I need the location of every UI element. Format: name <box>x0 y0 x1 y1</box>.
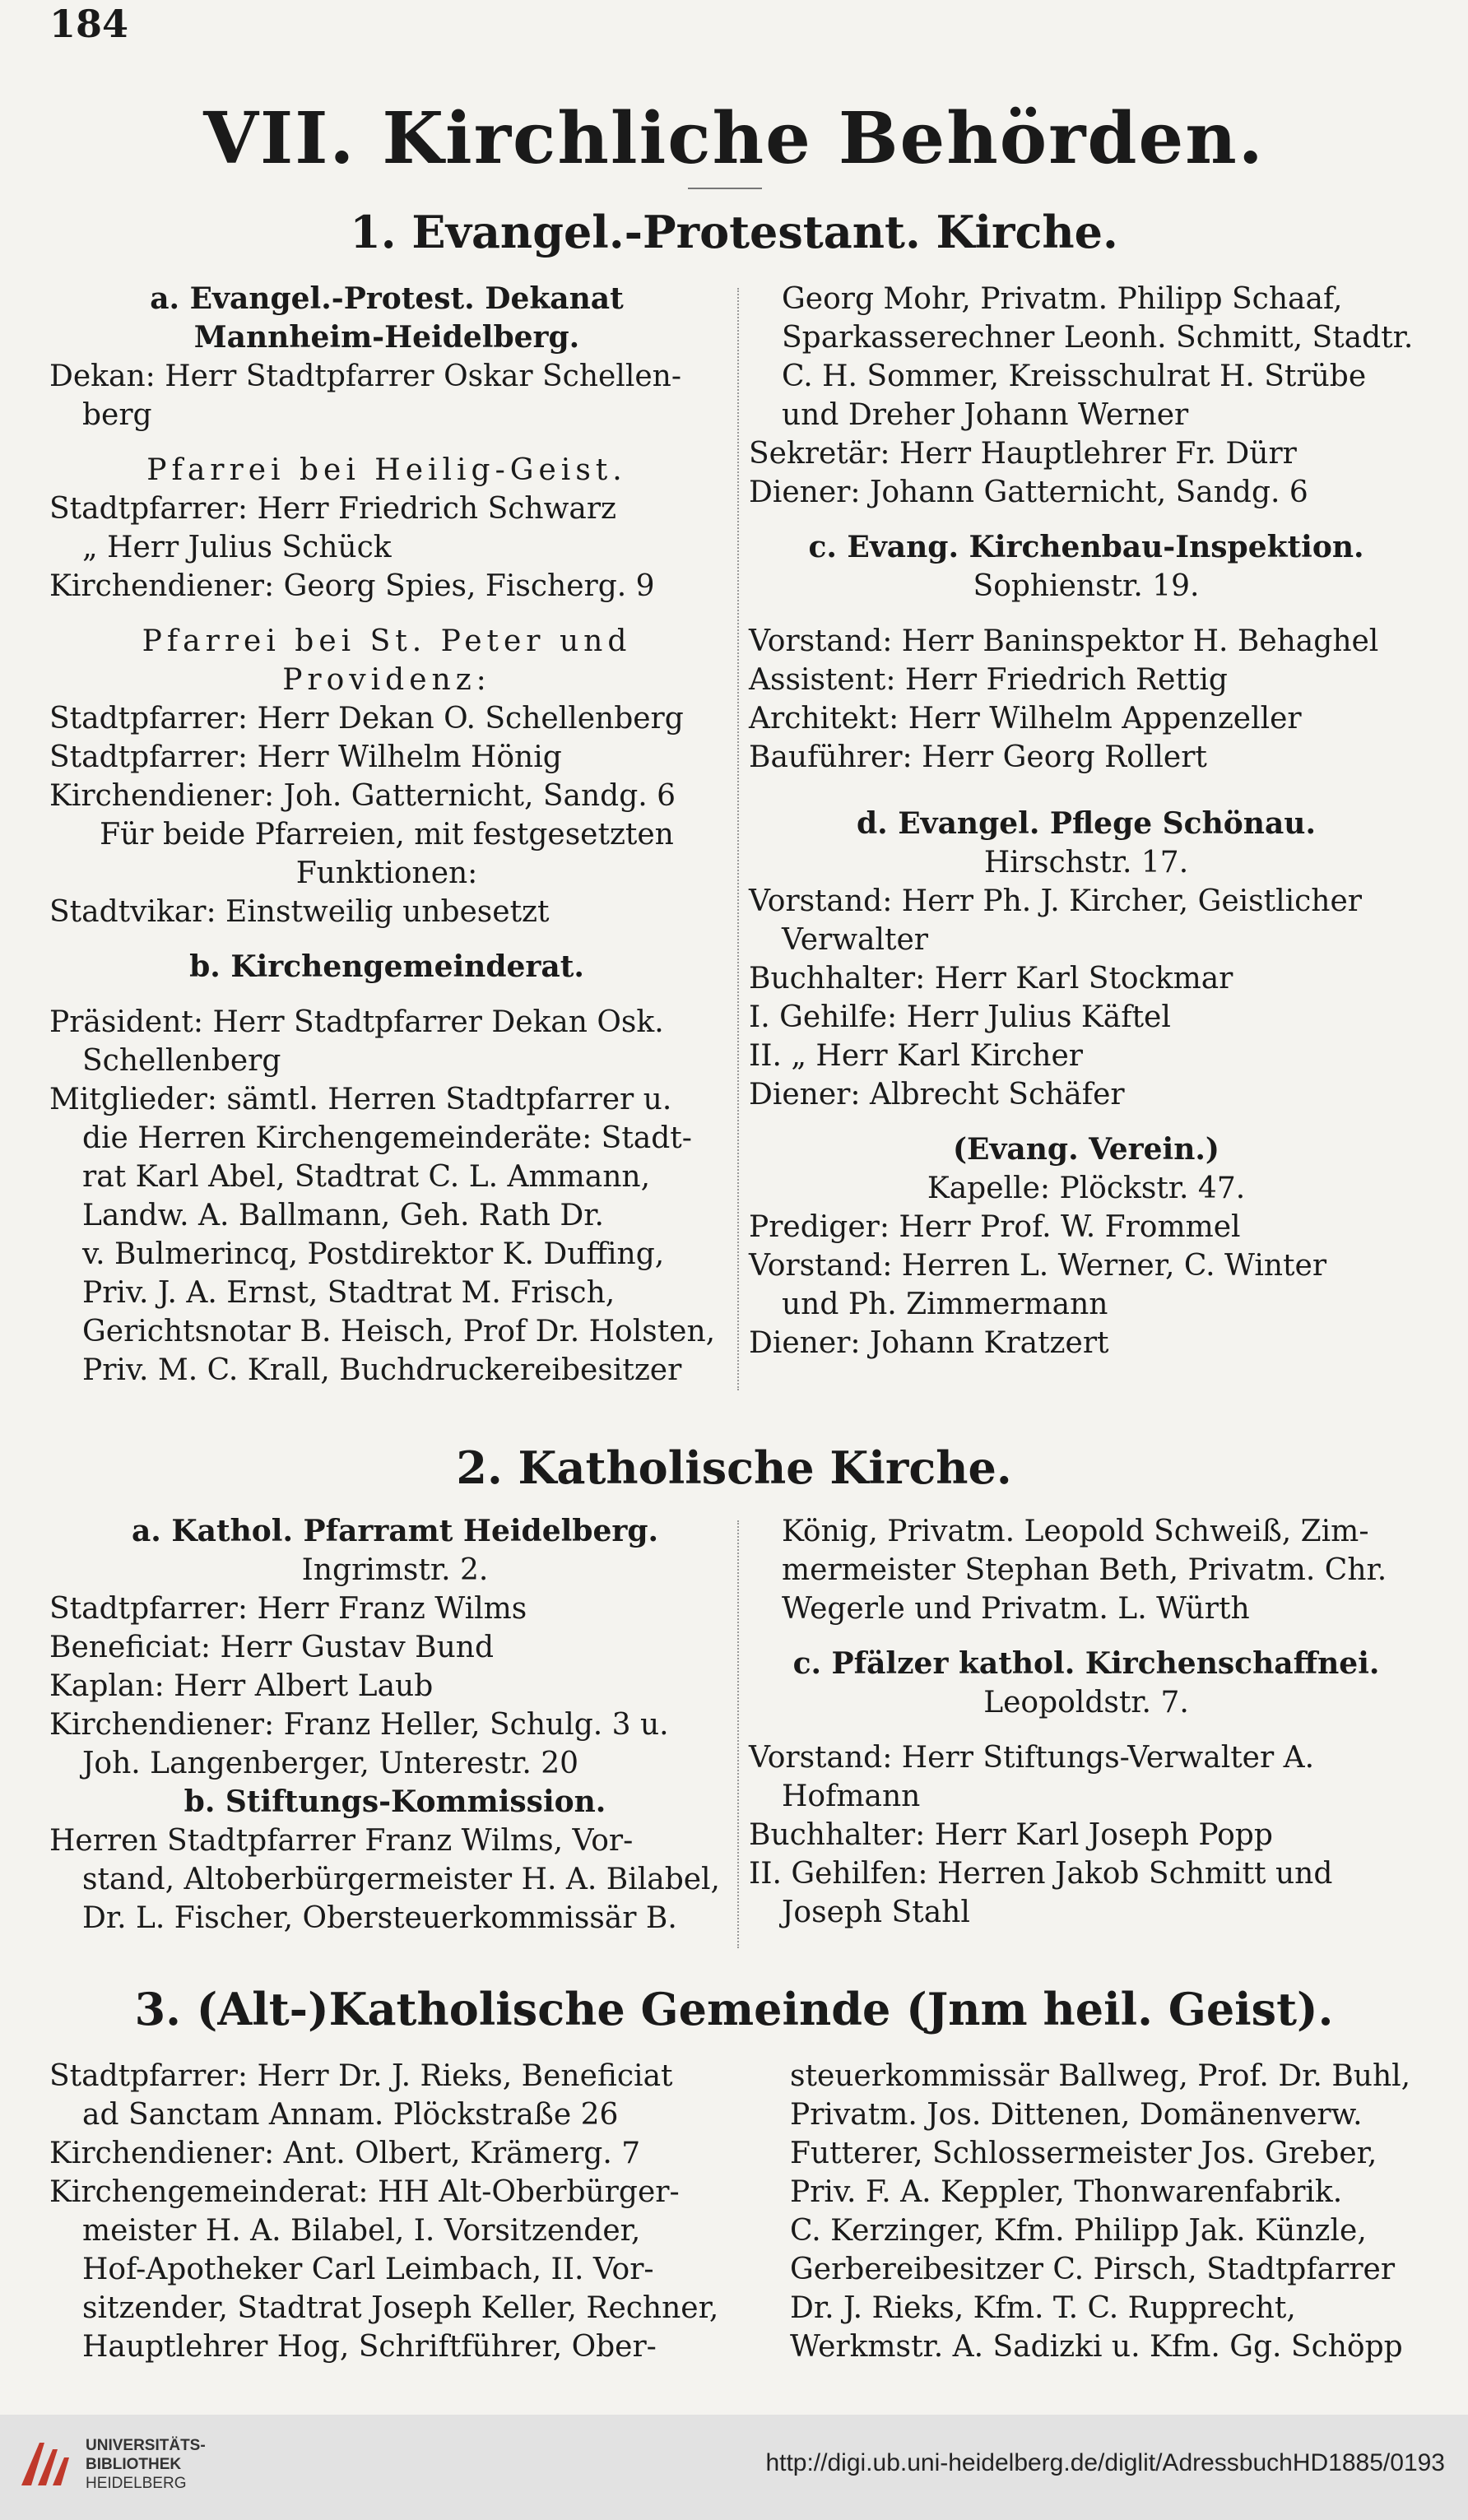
entry-line: Hauptlehrer Hog, Schriftführer, Ober- <box>82 2330 657 2364</box>
entry-line: Gerbereibesitzer C. Pirsch, Stadtpfarrer <box>790 2253 1396 2286</box>
spacer <box>749 777 1424 805</box>
footer-bar <box>0 2415 1468 2520</box>
entry-line: Pfarrei bei St. Peter und <box>142 624 632 658</box>
entry-line: Bauführer: Herr Georg Rollert <box>749 740 1207 774</box>
entry-line: Prediger: Herr Prof. W. Frommel <box>749 1210 1241 1244</box>
entry-line: Priv. F. A. Keppler, Thonwarenfabrik. <box>790 2175 1343 2209</box>
entry-line: Diener: Albrecht Schäfer <box>749 1078 1125 1111</box>
entry-line: Hofmann <box>782 1780 921 1813</box>
entry-line: und Ph. Zimmermann <box>782 1288 1108 1321</box>
page-title: VII. Kirchliche Behörden. <box>203 97 1265 180</box>
entry-line: Pfarrei bei Heilig-Geist. <box>146 453 627 487</box>
entry-line: Präsident: Herr Stadtpfarrer Dekan Osk. <box>49 1005 664 1039</box>
entry-line: Stadtpfarrer: Herr Dr. J. Rieks, Beneficiat <box>49 2059 673 2093</box>
entry-line: Dr. J. Rieks, Kfm. T. C. Rupprecht, <box>790 2291 1296 2325</box>
entry-line: Schellenberg <box>82 1044 281 1078</box>
subsection-heading: a. Evangel.-Protest. Dekanat <box>150 281 624 316</box>
entry-line: „ Herr Julius Schück <box>82 531 392 564</box>
entry-line: stand, Altoberbürgermeister H. A. Bilabel, <box>82 1863 721 1896</box>
section2-left-column <box>49 1512 741 1938</box>
entry-line: Kaplan: Herr Albert Laub <box>49 1669 434 1703</box>
entry-line: Sophienstr. 19. <box>973 569 1200 603</box>
university-library-logo-icon <box>15 2434 74 2494</box>
entry-line: Kapelle: Plöckstr. 47. <box>927 1172 1246 1205</box>
section-heading-catholic: 2. Katholische Kirche. <box>456 1441 1012 1494</box>
entry-line: Werkmstr. A. Sadizki u. Kfm. Gg. Schöpp <box>790 2330 1403 2364</box>
entry-line: König, Privatm. Leopold Schweiß, Zim- <box>782 1515 1369 1548</box>
subsection-heading: Mannheim-Heidelberg. <box>193 320 580 355</box>
entry-line: Priv. J. A. Ernst, Stadtrat M. Frisch, <box>82 1276 616 1310</box>
entry-line: v. Bulmerincq, Postdirektor K. Duffing, <box>82 1237 665 1271</box>
section2-right-column <box>749 1512 1424 1932</box>
spacer <box>49 986 724 1003</box>
entry-line: Sekretär: Herr Hauptlehrer Fr. Dürr <box>749 437 1297 471</box>
entry-line: Verwalter <box>782 923 928 957</box>
section3-right-column <box>790 2057 1432 2366</box>
entry-line: Sparkasserechner Leonh. Schmitt, Stadtr. <box>782 321 1414 355</box>
subsection-heading: c. Pfälzer kathol. Kirchenschaffnei. <box>792 1646 1380 1681</box>
entry-line: Architekt: Herr Wilhelm Appenzeller <box>749 702 1302 736</box>
entry-line: Gerichtsnotar B. Heisch, Prof Dr. Holsten, <box>82 1315 716 1348</box>
entry-line: Wegerle und Privatm. L. Würth <box>782 1592 1250 1626</box>
entry-line: und Dreher Johann Werner <box>782 398 1189 432</box>
entry-line: Funktionen: <box>295 856 478 890</box>
entry-line: Kirchendiener: Georg Spies, Fischerg. 9 <box>49 569 655 603</box>
subsection-heading: b. Kirchengemeinderat. <box>189 949 584 984</box>
spacer <box>749 1722 1424 1738</box>
entry-line: Dekan: Herr Stadtpfarrer Oskar Schellen- <box>49 360 681 393</box>
entry-line: Privatm. Jos. Dittenen, Domänenverw. <box>790 2098 1363 2132</box>
entry-line: Dr. L. Fischer, Obersteuerkommissär B. <box>82 1901 677 1935</box>
entry-line: Vorstand: Herr Baninspektor H. Behaghel <box>749 624 1379 658</box>
entry-line: Diener: Johann Gatternicht, Sandg. 6 <box>749 476 1308 509</box>
subsection-heading: d. Evangel. Pflege Schönau. <box>857 806 1316 841</box>
entry-line: Für beide Pfarreien, mit festgesetzten <box>100 818 674 852</box>
subsection-heading: a. Kathol. Pfarramt Heidelberg. <box>131 1514 659 1548</box>
entry-line: Buchhalter: Herr Karl Stockmar <box>749 962 1233 995</box>
entry-line: Hof-Apotheker Carl Leimbach, II. Vor- <box>82 2253 654 2286</box>
entry-line: Providenz: <box>282 663 491 697</box>
entry-line: rat Karl Abel, Stadtrat C. L. Ammann, <box>82 1160 651 1194</box>
entry-line: C. H. Sommer, Kreisschulrat H. Strübe <box>782 360 1367 393</box>
entry-line: Vorstand: Herren L. Werner, C. Winter <box>749 1249 1327 1283</box>
section3-left-column <box>49 2057 741 2366</box>
entry-line: Priv. M. C. Krall, Buchdruckereibesitzer <box>82 1353 682 1387</box>
section1-right-column <box>749 280 1424 1362</box>
entry-line: Joseph Stahl <box>782 1896 970 1929</box>
entry-line: Assistent: Herr Friedrich Rettig <box>749 663 1228 697</box>
entry-line: Beneficiat: Herr Gustav Bund <box>49 1631 494 1664</box>
entry-line: ad Sanctam Annam. Plöckstraße 26 <box>82 2098 619 2132</box>
spacer <box>749 1628 1424 1645</box>
entry-line: Georg Mohr, Privatm. Philipp Schaaf, <box>782 282 1343 316</box>
entry-line: II. „ Herr Karl Kircher <box>749 1039 1083 1073</box>
entry-line: Stadtpfarrer: Herr Friedrich Schwarz <box>49 492 617 526</box>
spacer <box>749 512 1424 528</box>
entry-line: Kirchendiener: Franz Heller, Schulg. 3 u. <box>49 1708 669 1742</box>
entry-line: mermeister Stephan Beth, Privatm. Chr. <box>782 1553 1387 1587</box>
column-divider <box>737 1520 739 1948</box>
spacer <box>49 434 724 451</box>
entry-line: Diener: Johann Kratzert <box>749 1326 1109 1360</box>
entry-line: Stadtvikar: Einstweilig unbesetzt <box>49 895 550 929</box>
entry-line: Landw. A. Ballmann, Geh. Rath Dr. <box>82 1199 604 1232</box>
entry-line: Leopoldstr. 7. <box>983 1686 1189 1719</box>
entry-line: Stadtpfarrer: Herr Wilhelm Hönig <box>49 740 562 774</box>
entry-line: Vorstand: Herr Stiftungs-Verwalter A. <box>749 1741 1315 1775</box>
section-heading-evangelical: 1. Evangel.-Protestant. Kirche. <box>350 206 1118 258</box>
title-divider <box>688 188 762 189</box>
entry-line: sitzender, Stadtrat Joseph Keller, Rechner, <box>82 2291 719 2325</box>
spacer <box>749 606 1424 622</box>
source-url-link[interactable]: http://digi.ub.uni-heidelberg.de/diglit/AdressbuchHD1885/0193 <box>765 2449 1445 2476</box>
spacer <box>49 606 724 622</box>
entry-line: C. Kerzinger, Kfm. Philipp Jak. Künzle, <box>790 2214 1367 2248</box>
entry-line: Stadtpfarrer: Herr Franz Wilms <box>49 1592 527 1626</box>
entry-line: Kirchendiener: Ant. Olbert, Krämerg. 7 <box>49 2137 641 2170</box>
entry-line: I. Gehilfe: Herr Julius Käftel <box>749 1000 1171 1034</box>
subsection-heading: c. Evang. Kirchenbau-Inspektion. <box>808 530 1364 564</box>
entry-line: II. Gehilfen: Herren Jakob Schmitt und <box>749 1857 1333 1891</box>
entry-line: Ingrimstr. 2. <box>301 1553 489 1587</box>
entry-line: die Herren Kirchengemeinderäte: Stadt- <box>82 1121 692 1155</box>
section-heading-old-catholic: 3. (Alt-)Katholische Gemeinde (Jnm heil. Geist). <box>134 1983 1334 2035</box>
subsection-heading: b. Stiftungs-Kommission. <box>184 1784 606 1819</box>
library-name: UNIVERSITÄTS- BIBLIOTHEK HEIDELBERG <box>86 2437 206 2492</box>
entry-line: meister H. A. Bilabel, I. Vorsitzender, <box>82 2214 641 2248</box>
entry-line: Kirchengemeinderat: HH Alt-Oberbürger- <box>49 2175 680 2209</box>
entry-line: Vorstand: Herr Ph. J. Kircher, Geistlicher <box>749 884 1362 918</box>
entry-line: Herren Stadtpfarrer Franz Wilms, Vor- <box>49 1824 634 1858</box>
entry-line: Stadtpfarrer: Herr Dekan O. Schellenberg <box>49 702 684 736</box>
section1-left-column <box>49 280 724 1390</box>
entry-line: Kirchendiener: Joh. Gatternicht, Sandg. 6 <box>49 779 676 813</box>
column-divider <box>737 288 739 1390</box>
spacer <box>49 931 724 948</box>
entry-line: Buchhalter: Herr Karl Joseph Popp <box>749 1818 1273 1852</box>
page-number: 184 <box>49 2 129 46</box>
entry-line: Joh. Langenberger, Unterestr. 20 <box>82 1747 579 1780</box>
entry-line: Hirschstr. 17. <box>983 846 1189 879</box>
spacer <box>749 1114 1424 1130</box>
entry-line: Mitglieder: sämtl. Herren Stadtpfarrer u. <box>49 1083 672 1116</box>
subsection-heading: (Evang. Verein.) <box>953 1132 1219 1167</box>
entry-line: steuerkommissär Ballweg, Prof. Dr. Buhl, <box>790 2059 1411 2093</box>
entry-line: Futterer, Schlossermeister Jos. Greber, <box>790 2137 1377 2170</box>
entry-line: berg <box>82 398 152 432</box>
